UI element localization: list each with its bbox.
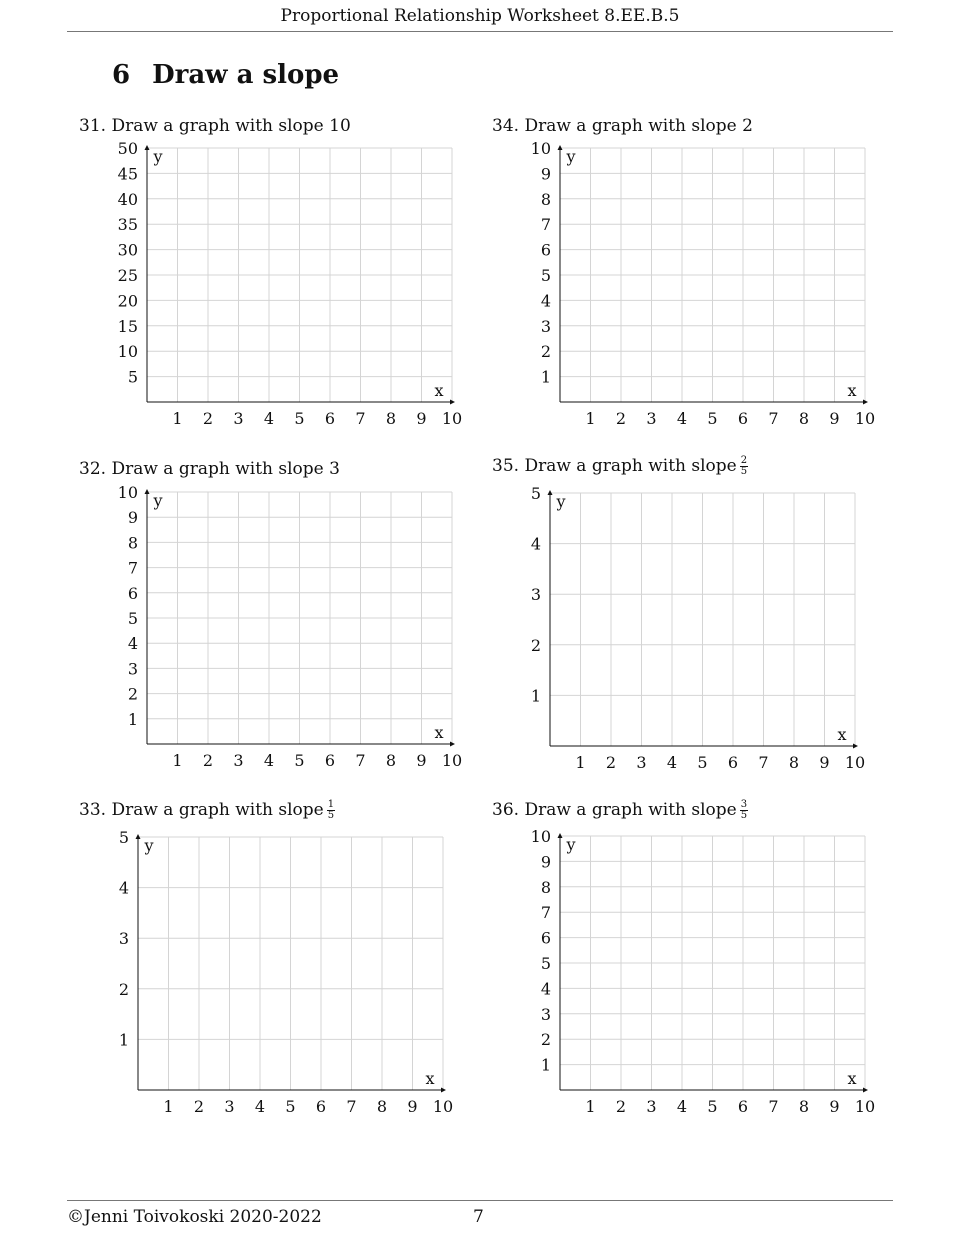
x-tick-label: 8	[798, 409, 810, 428]
x-tick-label: 4	[254, 1097, 266, 1116]
x-tick-label: 4	[263, 751, 275, 770]
x-tick-label: 2	[615, 409, 627, 428]
fraction-denominator: 5	[740, 466, 748, 477]
y-tick-label: 2	[530, 635, 541, 655]
x-tick-label: 5	[697, 753, 708, 772]
x-tick-label: 2	[202, 751, 214, 770]
x-tick-label: 4	[676, 409, 688, 428]
problem-text: Draw a graph with slope	[524, 800, 737, 820]
y-tick-label: 7	[540, 215, 551, 235]
problem-number: 36.	[492, 800, 520, 820]
y-tick-label: 25	[117, 266, 138, 285]
y-tick-label: 7	[540, 903, 551, 923]
y-tick-label: 7	[127, 558, 138, 578]
x-tick-label: 9	[416, 409, 427, 428]
problem-number: 34.	[492, 116, 520, 136]
problem-text: Draw a graph with slope	[111, 800, 324, 820]
x-tick-label: 2	[202, 409, 214, 428]
x-axis-label: x	[837, 725, 847, 744]
y-axis-label: y	[566, 835, 576, 854]
y-tick-label: 4	[118, 878, 129, 898]
y-tick-label: 4	[540, 291, 551, 311]
y-tick-label: 2	[118, 979, 129, 999]
x-axis-label: x	[434, 723, 444, 742]
x-tick-label: 8	[385, 409, 397, 428]
y-tick-label: 4	[530, 534, 541, 554]
x-tick-label: 10	[854, 409, 876, 428]
y-tick-label: 8	[127, 533, 138, 553]
problem-text: Draw a graph with slope 2	[524, 116, 753, 136]
x-axis-label: x	[434, 381, 444, 400]
x-tick-label: 3	[646, 1097, 657, 1116]
y-tick-label: 5	[540, 954, 551, 973]
copyright: ©Jenni Toivokoski 2020-2022	[67, 1207, 322, 1227]
x-tick-label: 6	[737, 409, 749, 428]
x-tick-label: 4	[666, 753, 678, 772]
y-tick-label: 3	[530, 585, 541, 605]
y-tick-label: 4	[127, 634, 138, 654]
y-tick-label: 9	[540, 852, 551, 872]
problem-number: 32.	[79, 459, 107, 479]
x-tick-label: 9	[819, 753, 830, 772]
y-tick-label: 10	[117, 342, 138, 362]
y-axis-label: y	[153, 147, 163, 166]
y-tick-label: 30	[117, 240, 138, 260]
x-tick-label: 5	[285, 1097, 296, 1116]
y-tick-label: 3	[540, 1004, 551, 1024]
x-tick-label: 8	[798, 1097, 810, 1116]
x-tick-label: 9	[829, 409, 840, 428]
y-tick-label: 5	[127, 609, 138, 628]
problem-text: Draw a graph with slope	[524, 456, 737, 476]
x-tick-label: 7	[346, 1097, 357, 1116]
y-tick-label: 20	[117, 291, 138, 311]
page-header: Proportional Relationship Worksheet 8.EE.B.5	[280, 6, 680, 26]
x-tick-label: 1	[172, 409, 183, 428]
x-axis-label: x	[847, 1069, 857, 1088]
y-tick-label: 35	[117, 215, 138, 235]
x-tick-label: 6	[737, 1097, 749, 1116]
x-axis-label: x	[425, 1069, 435, 1088]
x-tick-label: 10	[441, 409, 463, 428]
y-tick-label: 4	[540, 979, 551, 999]
y-tick-label: 10	[117, 483, 138, 502]
x-tick-label: 2	[605, 753, 617, 772]
x-tick-label: 7	[355, 751, 366, 770]
section-heading: Draw a slope	[152, 60, 340, 90]
problem-number: 31.	[79, 116, 107, 136]
x-tick-label: 4	[676, 1097, 688, 1116]
y-axis-label: y	[144, 836, 154, 855]
x-tick-label: 9	[416, 751, 427, 770]
x-tick-label: 6	[315, 1097, 327, 1116]
x-tick-label: 9	[829, 1097, 840, 1116]
y-tick-label: 1	[530, 686, 541, 706]
y-tick-label: 3	[540, 316, 551, 336]
x-tick-label: 2	[193, 1097, 205, 1116]
x-tick-label: 10	[854, 1097, 876, 1116]
problem-number: 35.	[492, 456, 520, 476]
y-tick-label: 10	[530, 827, 551, 846]
x-tick-label: 10	[844, 753, 866, 772]
y-tick-label: 2	[540, 342, 551, 362]
y-tick-label: 5	[540, 266, 551, 285]
x-tick-label: 8	[788, 753, 800, 772]
x-tick-label: 6	[324, 409, 336, 428]
y-axis-label: y	[566, 147, 576, 166]
x-tick-label: 1	[585, 409, 596, 428]
y-tick-label: 1	[540, 1055, 551, 1075]
fraction-numerator: 2	[740, 455, 748, 466]
x-tick-label: 7	[758, 753, 769, 772]
fraction-numerator: 1	[327, 799, 335, 810]
page-number: 7	[473, 1207, 484, 1227]
x-tick-label: 10	[432, 1097, 454, 1116]
footer-rule	[67, 1200, 893, 1201]
x-tick-label: 1	[172, 751, 183, 770]
x-tick-label: 1	[163, 1097, 174, 1116]
y-tick-label: 5	[118, 828, 129, 847]
x-tick-label: 3	[224, 1097, 235, 1116]
y-tick-label: 3	[118, 929, 129, 949]
x-tick-label: 9	[407, 1097, 418, 1116]
y-tick-label: 50	[117, 139, 138, 158]
x-axis-label: x	[847, 381, 857, 400]
x-tick-label: 3	[233, 409, 244, 428]
x-tick-label: 6	[324, 751, 336, 770]
x-tick-label: 6	[727, 753, 739, 772]
y-tick-label: 3	[127, 659, 138, 679]
problem-text: Draw a graph with slope 3	[111, 459, 340, 479]
x-tick-label: 7	[355, 409, 366, 428]
x-tick-label: 5	[707, 409, 718, 428]
y-tick-label: 1	[127, 709, 138, 729]
y-tick-label: 9	[127, 508, 138, 528]
x-tick-label: 7	[768, 1097, 779, 1116]
x-tick-label: 3	[636, 753, 647, 772]
x-tick-label: 1	[585, 1097, 596, 1116]
x-tick-label: 4	[263, 409, 275, 428]
x-tick-label: 3	[646, 409, 657, 428]
x-tick-label: 5	[294, 751, 305, 770]
y-tick-label: 1	[118, 1030, 129, 1050]
x-tick-label: 1	[575, 753, 586, 772]
x-tick-label: 3	[233, 751, 244, 770]
y-tick-label: 2	[127, 684, 138, 704]
x-tick-label: 8	[385, 751, 397, 770]
y-tick-label: 6	[540, 928, 551, 948]
fraction-numerator: 3	[740, 799, 748, 810]
fraction-denominator: 5	[740, 810, 748, 821]
y-axis-label: y	[153, 491, 163, 510]
y-tick-label: 2	[540, 1030, 551, 1050]
x-tick-label: 10	[441, 751, 463, 770]
y-tick-label: 5	[530, 484, 541, 503]
fraction-denominator: 5	[327, 810, 335, 821]
y-tick-label: 10	[530, 139, 551, 158]
y-tick-label: 5	[127, 367, 138, 387]
y-tick-label: 40	[117, 189, 138, 209]
y-tick-label: 8	[540, 189, 551, 209]
y-tick-label: 6	[127, 583, 138, 603]
x-tick-label: 2	[615, 1097, 627, 1116]
y-tick-label: 1	[540, 367, 551, 387]
x-tick-label: 8	[376, 1097, 388, 1116]
y-tick-label: 8	[540, 877, 551, 897]
y-tick-label: 6	[540, 240, 551, 260]
section-number: 6	[112, 60, 131, 90]
problem-text: Draw a graph with slope 10	[111, 116, 351, 136]
y-tick-label: 45	[117, 164, 138, 184]
y-tick-label: 15	[117, 316, 138, 336]
x-tick-label: 5	[294, 409, 305, 428]
y-axis-label: y	[556, 492, 566, 511]
x-tick-label: 5	[707, 1097, 718, 1116]
x-tick-label: 7	[768, 409, 779, 428]
y-tick-label: 9	[540, 164, 551, 184]
problem-number: 33.	[79, 800, 107, 820]
